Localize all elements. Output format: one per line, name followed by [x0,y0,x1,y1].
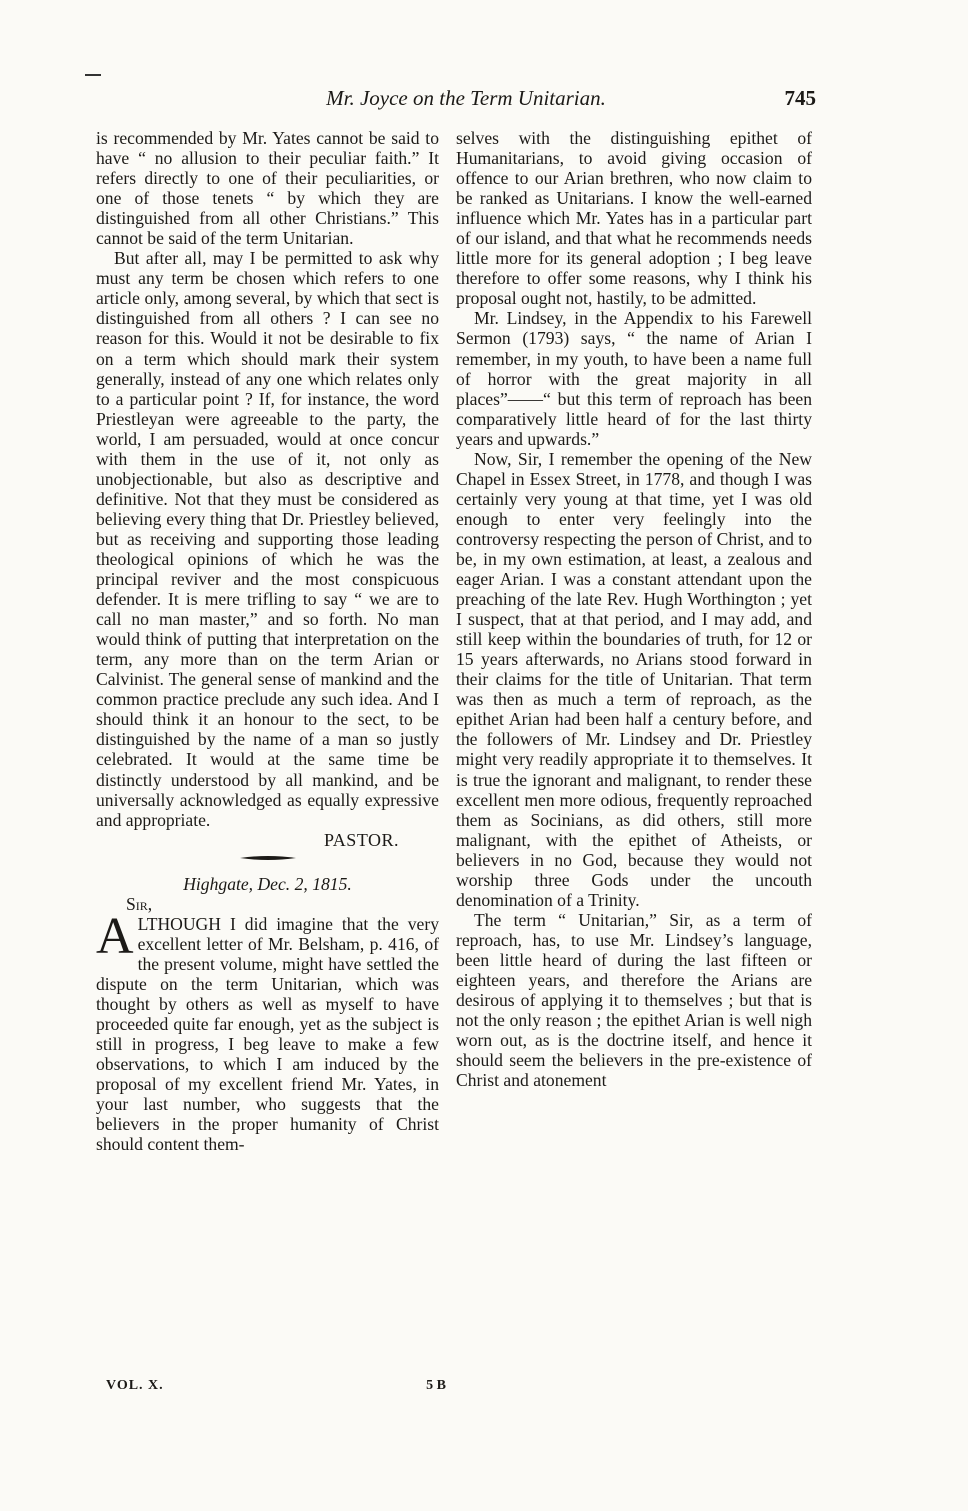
margin-mark [85,74,101,76]
left-column [96,128,439,1154]
running-title: Mr. Joyce on the Term Unitarian. [326,86,606,110]
letter-body: LTHOUGH I did imagine that the very excellent letter of Mr. Belsham, p. 416, of the present volume, might have settled the dispute on the term Unitarian, which was thought by others as well as myself to have proceeded quite far enough, yet as the subject is still in progress, I beg leave to make a few observations, to which I am induced by the proposal of my excellent friend Mr. Yates, in your last number, who suggests that the believers in the proper humanity of Christ should content them- [96,913,439,1155]
left-paragraph-1: is recommended by Mr. Yates cannot be said to have “ no allusion to their peculiar faith.” It refers directly to one of their peculiarities, or one of those tenets “ by which they are distinguished from all other Christians.” This cannot be said of the term Unitarian. [96,128,439,249]
drop-cap: A [96,907,134,965]
section-divider [96,854,439,874]
page-footer [106,1378,446,1398]
right-paragraph-4: The term “ Unitarian,” Sir, as a term of reproach, has, to use Mr. Lindsey’s language, been little heard of during the last fifteen or eighteen years, and therefore the Arians are desirous of applying it to themselves ; but that is not the only reason ; the epithet Arian is well nigh worn out, as is the doctrine itself, and hence it should seem the believers in the pre-existence of Christ and atonement [456,909,812,1091]
letter-paragraph [96,907,439,1155]
signature: PASTOR. [323,829,399,850]
right-column [456,128,812,1090]
left-paragraph-2: But after all, may I be permitted to ask why must any term be chosen which refers to one article only, among several, by which that sect is distinguished from all others ? I can see no reason for this. Would it not be desirable to fix on a term which should mark their system generally, instead of any one which relates only to a particular point ? If, for instance, the word Priestleyan were agreeable to the party, the world, I am persuaded, would at once concur with them in the use of it, not only as unobjectionable, but also as descriptive and definitive. Not that they must be considered as believing every thing that Dr. Priestley believed, but as receiving and supporting those leading theological opinions of which he was the principal reviver and the most conspicuous defender. It is mere trifling to say “ we are to call no man master,” and so forth. No man would think of putting that interpretation on the term, any more than on the term Arian or Calvinist. The general sense of mankind and the common practice preclude any such idea. And I should think it an honour to the sect, to be distinguished by the name of a man so justly celebrated. It would at the same time be distinctly understood by all mankind, and be universally acknowledged as equally expressive and appropriate. [96,248,439,830]
divider-ornament [240,854,296,862]
right-paragraph-3: Now, Sir, I remember the opening of the New Chapel in Essex Street, in 1778, and though I was certainly very young at that time, yet I was old enough to enter very feelingly into the controversy respecting the person of Christ, and to be, in my own estimation, at least, a zealous and eager Arian. I was a constant attendant upon the preaching of the late Rev. Hugh Worthington ; yet I suspect, that at that period, and I may add, and still keep within the boundaries of truth, for 12 or 15 years afterwards, no Arians stood forward in their claims for the title of Unitarian. That term was then as much a term of reproach, as the epithet Arian had been half a century before, and the followers of Mr. Lindsey and Dr. Priestley might very readily appropriate it to themselves. It is true the ignorant and malignant, to render these excellent men more odious, frequently reproached them as Socinians, as did others, still more malignant, with the epithet of Atheists, or believers in no God, because they would not worship three Gods under the uncouth denomination of a Trinity. [456,448,812,910]
right-paragraph-2: Mr. Lindsey, in the Appendix to his Farewell Sermon (1793) says, “ the name of Arian I remember, in my youth, to have been a name full of horror with the great majority in all places”——“ but this term of reproach has been comparatively little heard of for the last thirty years and upwards.” [456,308,812,449]
right-paragraph-1: selves with the distinguishing epithet of Humanitarians, to avoid giving occasion of offence to our Arian brethren, who now claim to be ranked as Unitarians. I know the well-earned influence which Mr. Yates has in a particular part of our island, and that what he recommends needs little more for its general adoption ; I beg leave therefore to offer some reasons, why I think his proposal ought not, hastily, to be admitted. [456,128,812,309]
page-number: 745 [784,86,816,110]
dateline: Highgate, Dec. 2, 1815. [183,873,352,894]
salutation: Sir, [126,893,153,914]
volume-label: VOL. X. [106,1378,164,1393]
signature-mark: 5 B [426,1378,446,1393]
page-header [96,86,816,116]
